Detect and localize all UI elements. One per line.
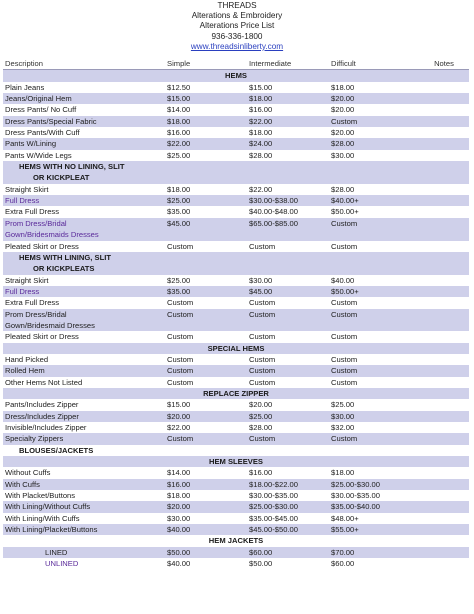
- table-row: [3, 104, 469, 115]
- table-row: [3, 82, 469, 93]
- difficult-price: $55.00+: [329, 524, 417, 535]
- intermediate-price: $16.00: [247, 467, 329, 478]
- section-title: HEMS: [3, 70, 469, 82]
- notes-cell: [417, 241, 469, 252]
- simple-price: $35.00: [165, 206, 247, 217]
- intermediate-price: $30.00-$35.00: [247, 490, 329, 501]
- difficult-price: $30.00-$35.00: [329, 490, 417, 501]
- intermediate-price: $20.00: [247, 399, 329, 410]
- intermediate-price: $28.00: [247, 150, 329, 161]
- notes-cell: [417, 365, 469, 376]
- section-title: BLOUSES/JACKETS: [3, 445, 469, 456]
- item-description: Pants/Includes Zipper: [3, 399, 165, 410]
- intermediate-price: $28.00: [247, 422, 329, 433]
- item-description: Pleated Skirt or Dress: [3, 331, 165, 342]
- notes-cell: [417, 127, 469, 138]
- difficult-price: $40.00+: [329, 195, 417, 206]
- notes-cell: [417, 501, 469, 512]
- table-row: [3, 558, 469, 569]
- table-row: [3, 524, 469, 535]
- notes-cell: [417, 297, 469, 308]
- table-row: [3, 229, 469, 240]
- item-description: Dress Pants/Special Fabric: [3, 116, 165, 127]
- simple-price: $15.00: [165, 399, 247, 410]
- phone-number: 936-336-1800: [211, 31, 263, 41]
- item-description: Jeans/Original Hem: [3, 93, 165, 104]
- table-row: [3, 547, 469, 558]
- difficult-price: $48.00+: [329, 513, 417, 524]
- table-row: [3, 93, 469, 104]
- simple-price: $25.00: [165, 195, 247, 206]
- table-header-row: [3, 58, 469, 70]
- notes-cell: [417, 104, 469, 115]
- item-description: Full Dress: [3, 286, 165, 297]
- intermediate-price: $22.00: [247, 184, 329, 195]
- item-description: Extra Full Dress: [3, 206, 165, 217]
- notes-cell: [417, 320, 469, 331]
- difficult-price: $18.00: [329, 467, 417, 478]
- intermediate-price: $30.00-$38.00: [247, 195, 329, 206]
- table-row: [3, 150, 469, 161]
- simple-price: Custom: [165, 309, 247, 320]
- notes-cell: [417, 309, 469, 320]
- difficult-price: [329, 320, 417, 331]
- difficult-price: $32.00: [329, 422, 417, 433]
- intermediate-price: $18.00: [247, 93, 329, 104]
- intermediate-price: Custom: [247, 354, 329, 365]
- item-description: With Lining/Without Cuffs: [3, 501, 165, 512]
- item-description: Dress/Includes Zipper: [3, 411, 165, 422]
- simple-price: Custom: [165, 297, 247, 308]
- section-header-row: [3, 535, 469, 546]
- notes-cell: [417, 116, 469, 127]
- item-description: Pants W/Lining: [3, 138, 165, 149]
- difficult-price: $28.00: [329, 184, 417, 195]
- intermediate-price: $60.00: [247, 547, 329, 558]
- item-description: With Lining/Placket/Buttons: [3, 524, 165, 535]
- notes-cell: [417, 93, 469, 104]
- intermediate-price: $50.00: [247, 558, 329, 569]
- intermediate-price: Custom: [247, 365, 329, 376]
- intermediate-price: $40.00-$48.00: [247, 206, 329, 217]
- table-row: [3, 127, 469, 138]
- simple-price: $22.00: [165, 138, 247, 149]
- item-description: Gown/Bridesmaid Dresses: [3, 320, 165, 331]
- simple-price: $16.00: [165, 127, 247, 138]
- difficult-price: $20.00: [329, 104, 417, 115]
- difficult-price: $20.00: [329, 93, 417, 104]
- difficult-price: Custom: [329, 309, 417, 320]
- table-row: [3, 331, 469, 342]
- simple-price: $16.00: [165, 479, 247, 490]
- item-description: Prom Dress/Bridal: [3, 218, 165, 229]
- item-description: Rolled Hem: [3, 365, 165, 376]
- intermediate-price: Custom: [247, 241, 329, 252]
- difficult-price: $60.00: [329, 558, 417, 569]
- table-row: [3, 184, 469, 195]
- item-description: Invisible/Includes Zipper: [3, 422, 165, 433]
- difficult-price: $40.00: [329, 275, 417, 286]
- simple-price: $30.00: [165, 513, 247, 524]
- item-description: With Cuffs: [3, 479, 165, 490]
- notes-cell: [417, 195, 469, 206]
- store-subtitle: Alterations & Embroidery: [191, 11, 283, 21]
- difficult-price: [329, 229, 417, 240]
- notes-cell: [417, 433, 469, 444]
- intermediate-price: $18.00-$22.00: [247, 479, 329, 490]
- table-row: [3, 422, 469, 433]
- notes-cell: [417, 422, 469, 433]
- intermediate-price: Custom: [247, 433, 329, 444]
- intermediate-price: Custom: [247, 297, 329, 308]
- notes-cell: [417, 286, 469, 297]
- simple-price: $35.00: [165, 286, 247, 297]
- list-title: Alterations Price List: [199, 21, 275, 31]
- intermediate-price: $25.00: [247, 411, 329, 422]
- notes-cell: [417, 377, 469, 388]
- column-header-simple: Simple: [165, 58, 247, 70]
- difficult-price: $28.00: [329, 138, 417, 149]
- notes-cell: [417, 467, 469, 478]
- section-title: HEMS WITH NO LINING, SLIT: [3, 161, 469, 172]
- simple-price: $40.00: [165, 558, 247, 569]
- table-row: [3, 320, 469, 331]
- table-row: [3, 433, 469, 444]
- item-description: Plain Jeans: [3, 82, 165, 93]
- simple-price: [165, 320, 247, 331]
- difficult-price: Custom: [329, 241, 417, 252]
- table-row: [3, 513, 469, 524]
- difficult-price: Custom: [329, 354, 417, 365]
- section-title: HEMS WITH LINING, SLIT: [3, 252, 469, 263]
- table-row: [3, 138, 469, 149]
- section-header-row: [3, 388, 469, 399]
- table-row: [3, 411, 469, 422]
- difficult-price: Custom: [329, 433, 417, 444]
- item-description: Full Dress: [3, 195, 165, 206]
- simple-price: $45.00: [165, 218, 247, 229]
- notes-cell: [417, 479, 469, 490]
- item-description: Hand Picked: [3, 354, 165, 365]
- simple-price: Custom: [165, 365, 247, 376]
- item-description: Straight Skirt: [3, 184, 165, 195]
- difficult-price: $25.00-$30.00: [329, 479, 417, 490]
- simple-price: $12.50: [165, 82, 247, 93]
- intermediate-price: Custom: [247, 331, 329, 342]
- section-header-row: [3, 70, 469, 82]
- table-row: [3, 354, 469, 365]
- simple-price: $22.00: [165, 422, 247, 433]
- difficult-price: $70.00: [329, 547, 417, 558]
- simple-price: Custom: [165, 433, 247, 444]
- table-row: [3, 467, 469, 478]
- table-row: [3, 218, 469, 229]
- table-row: [3, 286, 469, 297]
- simple-price: $50.00: [165, 547, 247, 558]
- intermediate-price: $16.00: [247, 104, 329, 115]
- item-description: With Lining/With Cuffs: [3, 513, 165, 524]
- simple-price: Custom: [165, 331, 247, 342]
- intermediate-price: [247, 320, 329, 331]
- table-row: [3, 275, 469, 286]
- simple-price: $25.00: [165, 275, 247, 286]
- difficult-price: Custom: [329, 377, 417, 388]
- section-header-row: [3, 252, 469, 263]
- simple-price: $18.00: [165, 184, 247, 195]
- website-link[interactable]: www.threadsinliberty.com: [190, 41, 284, 51]
- store-name: THREADS: [217, 1, 257, 10]
- item-description: Dress Pants/With Cuff: [3, 127, 165, 138]
- notes-cell: [417, 411, 469, 422]
- difficult-price: Custom: [329, 331, 417, 342]
- item-description: Specialty Zippers: [3, 433, 165, 444]
- item-description: Dress Pants/ No Cuff: [3, 104, 165, 115]
- intermediate-price: Custom: [247, 377, 329, 388]
- notes-cell: [417, 138, 469, 149]
- column-header-difficult: Difficult: [329, 58, 417, 70]
- intermediate-price: $45.00-$50.00: [247, 524, 329, 535]
- table-row: [3, 195, 469, 206]
- section-header-row: [3, 161, 469, 172]
- section-header-row: [3, 263, 469, 274]
- item-description: Extra Full Dress: [3, 297, 165, 308]
- notes-cell: [417, 399, 469, 410]
- simple-price: $20.00: [165, 501, 247, 512]
- price-table: [3, 58, 469, 569]
- simple-price: $18.00: [165, 116, 247, 127]
- intermediate-price: [247, 229, 329, 240]
- difficult-price: $25.00: [329, 399, 417, 410]
- item-description: Other Hems Not Listed: [3, 377, 165, 388]
- difficult-price: $50.00+: [329, 286, 417, 297]
- document-header: [0, 0, 474, 52]
- difficult-price: $35.00-$40.00: [329, 501, 417, 512]
- difficult-price: $50.00+: [329, 206, 417, 217]
- simple-price: Custom: [165, 377, 247, 388]
- notes-cell: [417, 490, 469, 501]
- item-description: UNLINED: [3, 558, 165, 569]
- difficult-price: Custom: [329, 116, 417, 127]
- notes-cell: [417, 558, 469, 569]
- notes-cell: [417, 218, 469, 229]
- simple-price: $14.00: [165, 467, 247, 478]
- simple-price: Custom: [165, 354, 247, 365]
- notes-cell: [417, 331, 469, 342]
- intermediate-price: Custom: [247, 309, 329, 320]
- item-description: With Placket/Buttons: [3, 490, 165, 501]
- item-description: Pants W/Wide Legs: [3, 150, 165, 161]
- item-description: Straight Skirt: [3, 275, 165, 286]
- intermediate-price: $18.00: [247, 127, 329, 138]
- simple-price: $18.00: [165, 490, 247, 501]
- difficult-price: $18.00: [329, 82, 417, 93]
- table-row: [3, 241, 469, 252]
- intermediate-price: $24.00: [247, 138, 329, 149]
- section-title: HEM JACKETS: [3, 535, 469, 546]
- item-description: Prom Dress/Bridal: [3, 309, 165, 320]
- item-description: Gown/Bridesmaids Dresses: [3, 229, 165, 240]
- item-description: LINED: [3, 547, 165, 558]
- table-row: [3, 206, 469, 217]
- section-header-row: [3, 172, 469, 183]
- section-title: OR KICKPLEATS: [3, 263, 469, 274]
- notes-cell: [417, 524, 469, 535]
- difficult-price: $30.00: [329, 150, 417, 161]
- section-title: OR KICKPLEAT: [3, 172, 469, 183]
- simple-price: $14.00: [165, 104, 247, 115]
- section-title: REPLACE ZIPPER: [3, 388, 469, 399]
- price-table-body: [3, 70, 469, 570]
- intermediate-price: $65.00-$85.00: [247, 218, 329, 229]
- simple-price: Custom: [165, 241, 247, 252]
- table-row: [3, 490, 469, 501]
- item-description: Pleated Skirt or Dress: [3, 241, 165, 252]
- table-row: [3, 365, 469, 376]
- table-row: [3, 501, 469, 512]
- item-description: Without Cuffs: [3, 467, 165, 478]
- simple-price: $25.00: [165, 150, 247, 161]
- difficult-price: Custom: [329, 297, 417, 308]
- notes-cell: [417, 229, 469, 240]
- difficult-price: $30.00: [329, 411, 417, 422]
- section-header-row: [3, 343, 469, 354]
- column-header-description: Description: [3, 58, 165, 70]
- intermediate-price: $45.00: [247, 286, 329, 297]
- section-header-row: [3, 445, 469, 456]
- section-title: HEM SLEEVES: [3, 456, 469, 467]
- notes-cell: [417, 184, 469, 195]
- simple-price: $15.00: [165, 93, 247, 104]
- column-header-intermediate: Intermediate: [247, 58, 329, 70]
- notes-cell: [417, 206, 469, 217]
- notes-cell: [417, 82, 469, 93]
- section-header-row: [3, 456, 469, 467]
- intermediate-price: $15.00: [247, 82, 329, 93]
- intermediate-price: $30.00: [247, 275, 329, 286]
- notes-cell: [417, 513, 469, 524]
- table-row: [3, 297, 469, 308]
- column-header-notes: Notes: [417, 58, 469, 70]
- table-row: [3, 377, 469, 388]
- intermediate-price: $22.00: [247, 116, 329, 127]
- intermediate-price: $25.00-$30.00: [247, 501, 329, 512]
- simple-price: $20.00: [165, 411, 247, 422]
- notes-cell: [417, 275, 469, 286]
- difficult-price: Custom: [329, 365, 417, 376]
- table-row: [3, 116, 469, 127]
- table-row: [3, 309, 469, 320]
- table-row: [3, 479, 469, 490]
- notes-cell: [417, 354, 469, 365]
- simple-price: [165, 229, 247, 240]
- simple-price: $40.00: [165, 524, 247, 535]
- difficult-price: $20.00: [329, 127, 417, 138]
- section-title: SPECIAL HEMS: [3, 343, 469, 354]
- difficult-price: Custom: [329, 218, 417, 229]
- notes-cell: [417, 547, 469, 558]
- notes-cell: [417, 150, 469, 161]
- intermediate-price: $35.00-$45.00: [247, 513, 329, 524]
- table-row: [3, 399, 469, 410]
